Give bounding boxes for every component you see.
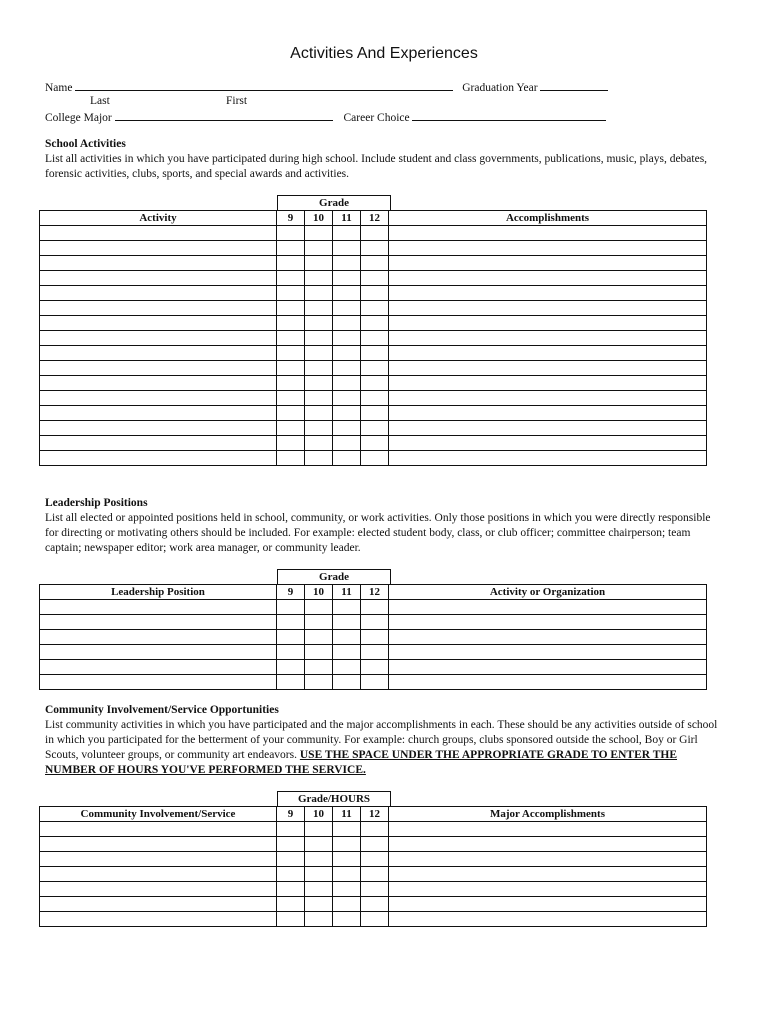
table-cell[interactable] (333, 421, 361, 436)
col-community-service: Community Involvement/Service (40, 807, 277, 822)
table-cell[interactable] (333, 376, 361, 391)
table-cell[interactable] (333, 436, 361, 451)
table-cell[interactable] (40, 675, 277, 690)
table-cell[interactable] (361, 391, 389, 406)
table-cell[interactable] (40, 361, 277, 376)
table-cell[interactable] (277, 600, 305, 615)
table-cell[interactable] (389, 241, 707, 256)
name-row (45, 79, 608, 94)
table-cell[interactable] (40, 286, 277, 301)
table-cell[interactable] (333, 675, 361, 690)
table-cell[interactable] (361, 822, 389, 837)
table-cell[interactable] (361, 406, 389, 421)
col-leadership-position: Leadership Position (40, 585, 277, 600)
table-cell[interactable] (333, 645, 361, 660)
table-cell[interactable] (277, 256, 305, 271)
table-cell[interactable] (40, 391, 277, 406)
last-label: Last (90, 95, 110, 107)
table-cell[interactable] (361, 645, 389, 660)
table-cell[interactable] (305, 286, 333, 301)
table-cell[interactable] (40, 346, 277, 361)
table-cell[interactable] (333, 346, 361, 361)
table-cell[interactable] (361, 675, 389, 690)
table-cell[interactable] (361, 421, 389, 436)
table-cell[interactable] (389, 286, 707, 301)
col-major-accomplishments: Major Accomplishments (389, 807, 707, 822)
table-cell[interactable] (361, 316, 389, 331)
table-row (40, 451, 707, 466)
table-cell[interactable] (305, 822, 333, 837)
career-choice-label: Career Choice (343, 112, 410, 124)
col-grade-12: 12 (361, 211, 389, 226)
table-cell[interactable] (361, 241, 389, 256)
table-cell[interactable] (305, 882, 333, 897)
table-cell[interactable] (389, 451, 707, 466)
table-cell[interactable] (389, 912, 707, 927)
table-cell[interactable] (277, 897, 305, 912)
col-grade-10: 10 (305, 585, 333, 600)
community-service-table (39, 806, 707, 927)
table-cell[interactable] (361, 600, 389, 615)
table-cell[interactable] (389, 675, 707, 690)
table-cell[interactable] (361, 660, 389, 675)
table-cell[interactable] (305, 615, 333, 630)
table-cell[interactable] (389, 346, 707, 361)
table-cell[interactable] (361, 376, 389, 391)
major-row (45, 109, 606, 124)
table-row (40, 331, 707, 346)
table-row (40, 421, 707, 436)
table-cell[interactable] (361, 837, 389, 852)
table-cell[interactable] (361, 451, 389, 466)
table-cell[interactable] (305, 271, 333, 286)
table-cell[interactable] (305, 630, 333, 645)
table-cell[interactable] (305, 600, 333, 615)
table-cell[interactable] (277, 376, 305, 391)
table-cell[interactable] (389, 837, 707, 852)
table-cell[interactable] (361, 882, 389, 897)
table-cell[interactable] (361, 867, 389, 882)
community-heading: Community Involvement/Service Opportunities (45, 704, 279, 716)
table-cell[interactable] (277, 226, 305, 241)
table-row (40, 615, 707, 630)
table-header-row (40, 585, 707, 600)
graduation-year-field[interactable] (540, 79, 608, 91)
col-grade-9: 9 (277, 211, 305, 226)
table-cell[interactable] (40, 241, 277, 256)
table-header-row (40, 211, 707, 226)
table-cell[interactable] (389, 615, 707, 630)
table-cell[interactable] (361, 346, 389, 361)
table-row (40, 316, 707, 331)
table-cell[interactable] (389, 316, 707, 331)
table-cell[interactable] (333, 316, 361, 331)
table-row (40, 600, 707, 615)
table-cell[interactable] (333, 331, 361, 346)
table-row (40, 256, 707, 271)
table-row (40, 241, 707, 256)
table-cell[interactable] (277, 630, 305, 645)
table-cell[interactable] (333, 867, 361, 882)
leadership-grade-label: Grade (277, 569, 391, 584)
table-cell[interactable] (277, 912, 305, 927)
table-cell[interactable] (277, 645, 305, 660)
table-cell[interactable] (361, 301, 389, 316)
table-cell[interactable] (389, 376, 707, 391)
community-hours-instruction: USE THE SPACE UNDER THE APPROPRIATE GRADE TO ENTER THE NUMBER OF HOURS YOU'VE PERFORMED THE SERVICE. (45, 749, 678, 776)
table-cell[interactable] (333, 630, 361, 645)
table-row (40, 361, 707, 376)
table-cell[interactable] (361, 271, 389, 286)
table-cell[interactable] (40, 912, 277, 927)
table-row (40, 630, 707, 645)
col-activity-organization: Activity or Organization (389, 585, 707, 600)
table-cell[interactable] (333, 912, 361, 927)
table-cell[interactable] (361, 331, 389, 346)
college-major-label: College Major (45, 112, 112, 124)
first-label: First (226, 95, 248, 107)
table-cell[interactable] (333, 600, 361, 615)
table-cell[interactable] (361, 286, 389, 301)
table-cell[interactable] (40, 645, 277, 660)
table-cell[interactable] (305, 451, 333, 466)
college-major-field[interactable] (115, 109, 333, 121)
table-cell[interactable] (333, 406, 361, 421)
table-cell[interactable] (389, 882, 707, 897)
col-grade-11: 11 (333, 211, 361, 226)
table-row (40, 346, 707, 361)
table-cell[interactable] (277, 837, 305, 852)
table-row (40, 867, 707, 882)
table-cell[interactable] (389, 822, 707, 837)
table-cell[interactable] (305, 675, 333, 690)
table-cell[interactable] (40, 331, 277, 346)
table-cell[interactable] (305, 436, 333, 451)
table-cell[interactable] (333, 451, 361, 466)
col-activity: Activity (40, 211, 277, 226)
table-cell[interactable] (305, 241, 333, 256)
table-cell[interactable] (40, 837, 277, 852)
table-cell[interactable] (333, 852, 361, 867)
table-cell[interactable] (40, 852, 277, 867)
table-row (40, 436, 707, 451)
table-cell[interactable] (40, 376, 277, 391)
table-cell[interactable] (277, 675, 305, 690)
table-cell[interactable] (305, 256, 333, 271)
table-cell[interactable] (389, 271, 707, 286)
table-row (40, 822, 707, 837)
table-cell[interactable] (277, 406, 305, 421)
col-grade-10: 10 (305, 211, 333, 226)
school-activities-table (39, 210, 707, 466)
table-cell[interactable] (40, 421, 277, 436)
school-description: List all activities in which you have participated during high school. Include student and class governments, publications, music, plays, debates, forensic activities, clubs, sports, and special awards and activities. (45, 153, 708, 180)
table-row (40, 406, 707, 421)
table-cell[interactable] (333, 660, 361, 675)
table-cell[interactable] (305, 852, 333, 867)
table-cell[interactable] (40, 660, 277, 675)
table-cell[interactable] (333, 241, 361, 256)
table-cell[interactable] (361, 852, 389, 867)
table-row (40, 837, 707, 852)
table-cell[interactable] (361, 226, 389, 241)
table-cell[interactable] (40, 316, 277, 331)
leadership-table (39, 584, 707, 690)
col-grade-12: 12 (361, 807, 389, 822)
table-cell[interactable] (277, 660, 305, 675)
community-grade-label: Grade/HOURS (277, 791, 391, 806)
table-cell[interactable] (40, 271, 277, 286)
table-row (40, 912, 707, 927)
community-description (45, 718, 725, 778)
name-field[interactable] (75, 79, 453, 91)
table-cell[interactable] (305, 912, 333, 927)
table-cell[interactable] (40, 406, 277, 421)
table-cell[interactable] (40, 630, 277, 645)
table-cell[interactable] (305, 406, 333, 421)
table-cell[interactable] (277, 391, 305, 406)
table-cell[interactable] (389, 361, 707, 376)
table-cell[interactable] (277, 822, 305, 837)
table-cell[interactable] (305, 837, 333, 852)
table-cell[interactable] (277, 241, 305, 256)
table-cell[interactable] (277, 882, 305, 897)
table-row (40, 301, 707, 316)
table-row (40, 852, 707, 867)
table-cell[interactable] (277, 421, 305, 436)
table-cell[interactable] (305, 301, 333, 316)
table-cell[interactable] (40, 822, 277, 837)
table-cell[interactable] (40, 615, 277, 630)
table-cell[interactable] (361, 361, 389, 376)
table-cell[interactable] (277, 331, 305, 346)
col-grade-10: 10 (305, 807, 333, 822)
table-cell[interactable] (305, 316, 333, 331)
table-cell[interactable] (333, 271, 361, 286)
table-cell[interactable] (333, 256, 361, 271)
table-cell[interactable] (389, 331, 707, 346)
table-cell[interactable] (277, 451, 305, 466)
table-row (40, 645, 707, 660)
table-cell[interactable] (389, 301, 707, 316)
table-row (40, 660, 707, 675)
col-accomplishments: Accomplishments (389, 211, 707, 226)
table-cell[interactable] (277, 271, 305, 286)
table-cell[interactable] (361, 256, 389, 271)
table-row (40, 882, 707, 897)
col-grade-9: 9 (277, 585, 305, 600)
table-cell[interactable] (277, 852, 305, 867)
table-cell[interactable] (305, 391, 333, 406)
table-cell[interactable] (40, 600, 277, 615)
table-cell[interactable] (389, 256, 707, 271)
col-grade-12: 12 (361, 585, 389, 600)
table-cell[interactable] (389, 867, 707, 882)
table-cell[interactable] (40, 256, 277, 271)
table-cell[interactable] (305, 645, 333, 660)
table-cell[interactable] (389, 391, 707, 406)
name-label: Name (45, 82, 73, 94)
table-cell[interactable] (40, 867, 277, 882)
table-cell[interactable] (361, 897, 389, 912)
table-row (40, 897, 707, 912)
table-row (40, 226, 707, 241)
table-cell[interactable] (305, 361, 333, 376)
table-cell[interactable] (389, 406, 707, 421)
table-cell[interactable] (305, 226, 333, 241)
table-cell[interactable] (277, 316, 305, 331)
leadership-heading: Leadership Positions (45, 497, 148, 509)
table-cell[interactable] (305, 421, 333, 436)
table-cell[interactable] (389, 226, 707, 241)
school-heading: School Activities (45, 138, 126, 150)
table-cell[interactable] (389, 436, 707, 451)
table-cell[interactable] (333, 822, 361, 837)
table-cell[interactable] (305, 867, 333, 882)
table-cell[interactable] (333, 226, 361, 241)
table-cell[interactable] (361, 912, 389, 927)
table-cell[interactable] (333, 286, 361, 301)
table-cell[interactable] (361, 630, 389, 645)
table-cell[interactable] (361, 615, 389, 630)
page-title: Activities And Experiences (290, 45, 478, 62)
career-choice-field[interactable] (412, 109, 606, 121)
table-cell[interactable] (333, 837, 361, 852)
table-cell[interactable] (40, 226, 277, 241)
table-cell[interactable] (40, 436, 277, 451)
table-cell[interactable] (389, 630, 707, 645)
table-cell[interactable] (305, 331, 333, 346)
table-row (40, 271, 707, 286)
col-grade-9: 9 (277, 807, 305, 822)
col-grade-11: 11 (333, 585, 361, 600)
leadership-description: List all elected or appointed positions held in school, community, or work activities. Only those positions in which you were directly responsible for directing or motivating others should be included. For example: elected student body, class, or club officer; committee chairperson; team captain; newspaper editor; work area manager, or community leader. (45, 512, 711, 554)
table-cell[interactable] (389, 660, 707, 675)
table-cell[interactable] (40, 897, 277, 912)
table-cell[interactable] (333, 301, 361, 316)
col-grade-11: 11 (333, 807, 361, 822)
table-row (40, 376, 707, 391)
table-cell[interactable] (361, 436, 389, 451)
table-row (40, 391, 707, 406)
table-cell[interactable] (277, 361, 305, 376)
table-cell[interactable] (305, 660, 333, 675)
table-cell[interactable] (389, 897, 707, 912)
table-cell[interactable] (277, 301, 305, 316)
table-cell[interactable] (277, 346, 305, 361)
community-description-text: List community activities in which you have participated and the major accomplishments in each. These should be any activities outside of school in which you participated for the betterment of your community. For example: church groups, clubs sponsored outside the school, Boy or Girl Scouts, volunteer groups, or community art endeavors. (45, 719, 718, 761)
table-row (40, 286, 707, 301)
table-cell[interactable] (333, 361, 361, 376)
table-row (40, 675, 707, 690)
table-cell[interactable] (277, 615, 305, 630)
table-cell[interactable] (277, 436, 305, 451)
table-cell[interactable] (305, 346, 333, 361)
table-header-row (40, 807, 707, 822)
table-cell[interactable] (277, 867, 305, 882)
table-cell[interactable] (389, 421, 707, 436)
graduation-year-label: Graduation Year (462, 82, 538, 94)
table-cell[interactable] (333, 882, 361, 897)
table-cell[interactable] (333, 615, 361, 630)
table-cell[interactable] (333, 391, 361, 406)
table-cell[interactable] (40, 301, 277, 316)
table-cell[interactable] (277, 286, 305, 301)
table-cell[interactable] (40, 882, 277, 897)
table-cell[interactable] (305, 897, 333, 912)
table-cell[interactable] (305, 376, 333, 391)
school-grade-label: Grade (277, 195, 391, 210)
table-cell[interactable] (389, 852, 707, 867)
table-cell[interactable] (389, 600, 707, 615)
table-cell[interactable] (333, 897, 361, 912)
table-cell[interactable] (389, 645, 707, 660)
table-cell[interactable] (40, 451, 277, 466)
